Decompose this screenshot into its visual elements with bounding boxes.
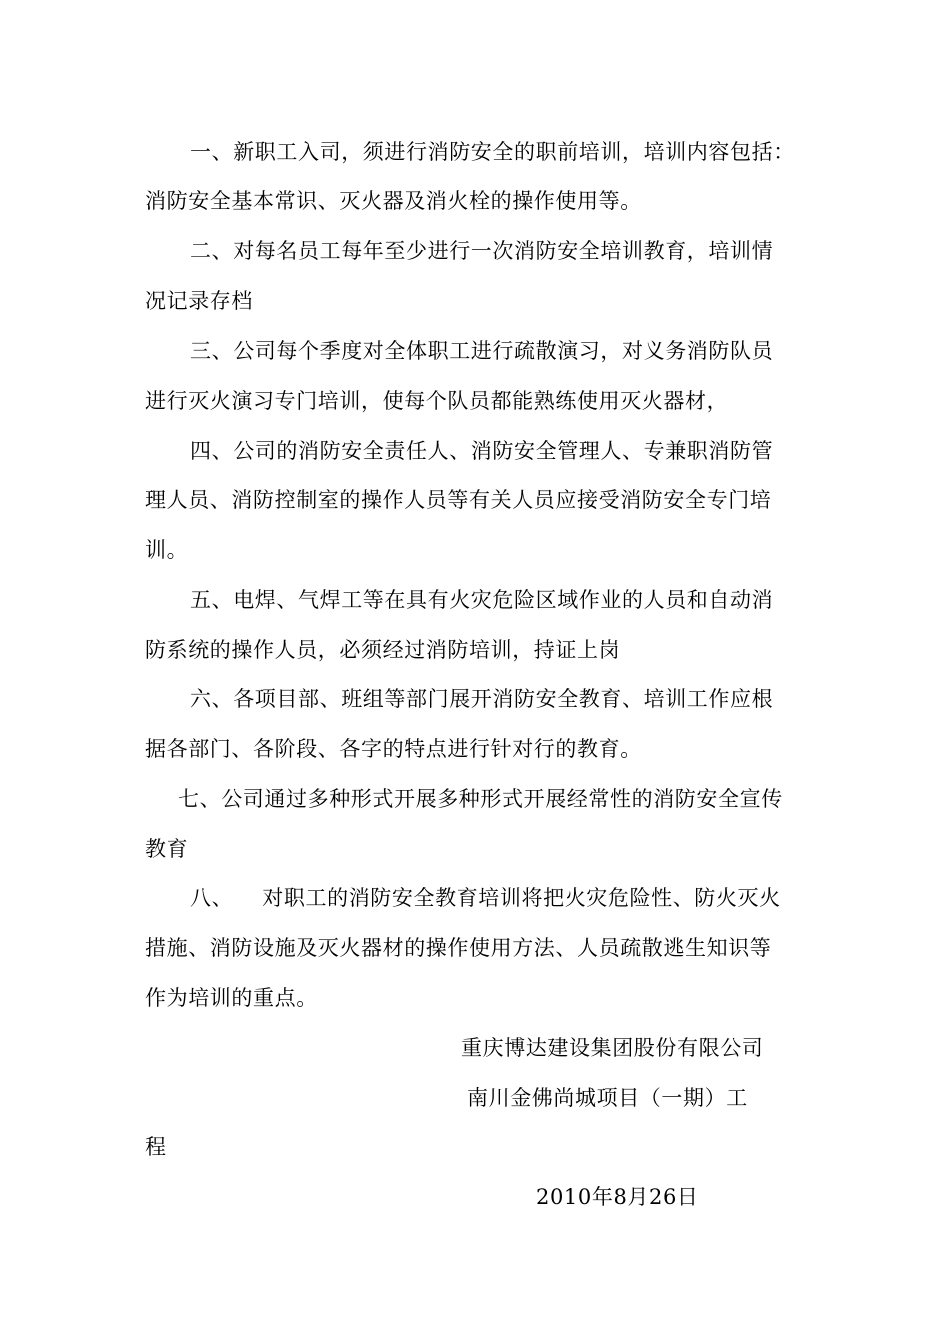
- paragraph-3-line-2: 进行灭火演习专门培训，使每个队员都能熟练使用灭火器材，: [145, 389, 729, 413]
- paragraph-7-line-1: 七、公司通过多种形式开展多种形式开展经常性的消防安全宣传: [178, 787, 783, 811]
- paragraph-3-line-1: 三、公司每个季度对全体职工进行疏散演习，对义务消防队员: [190, 339, 774, 363]
- paragraph-8-line-2: 措施、消防设施及灭火器材的操作使用方法、人员疏散逃生知识等: [145, 936, 772, 960]
- signature-project-line-2: 程: [145, 1135, 167, 1159]
- signature-project-line-1: 南川金佛尚城项目（一期）工: [467, 1086, 748, 1110]
- paragraph-1-line-1: 一、新职工入司，须进行消防安全的职前培训，培训内容包括：: [190, 140, 795, 164]
- paragraph-7-line-2: 教育: [145, 837, 189, 861]
- paragraph-8-line-1: 八、 对职工的消防安全教育培训将把火灾危险性、防火灭火: [190, 886, 781, 910]
- paragraph-6-line-2: 据各部门、各阶段、各字的特点进行针对行的教育。: [145, 737, 642, 761]
- paragraph-4-line-2: 理人员、消防控制室的操作人员等有关人员应接受消防安全专门培: [145, 488, 772, 512]
- paragraph-2-line-1: 二、对每名员工每年至少进行一次消防安全培训教育，培训情: [190, 239, 774, 263]
- paragraph-8-line-3: 作为培训的重点。: [145, 986, 318, 1010]
- paragraph-1-line-2: 消防安全基本常识、灭火器及消火栓的操作使用等。: [145, 189, 642, 213]
- paragraph-5-line-1: 五、电焊、气焊工等在具有火灾危险区域作业的人员和自动消: [190, 588, 774, 612]
- signature-date: 2010年8月26日: [536, 1185, 699, 1209]
- signature-company: 重庆博达建设集团股份有限公司: [461, 1036, 764, 1060]
- paragraph-6-line-1: 六、各项目部、班组等部门展开消防安全教育、培训工作应根: [190, 687, 774, 711]
- paragraph-2-line-2: 况记录存档: [145, 289, 253, 313]
- paragraph-4-line-1: 四、公司的消防安全责任人、消防安全管理人、专兼职消防管: [190, 439, 774, 463]
- paragraph-4-line-3: 训。: [145, 538, 189, 562]
- paragraph-5-line-2: 防系统的操作人员，必须经过消防培训，持证上岗: [145, 638, 621, 662]
